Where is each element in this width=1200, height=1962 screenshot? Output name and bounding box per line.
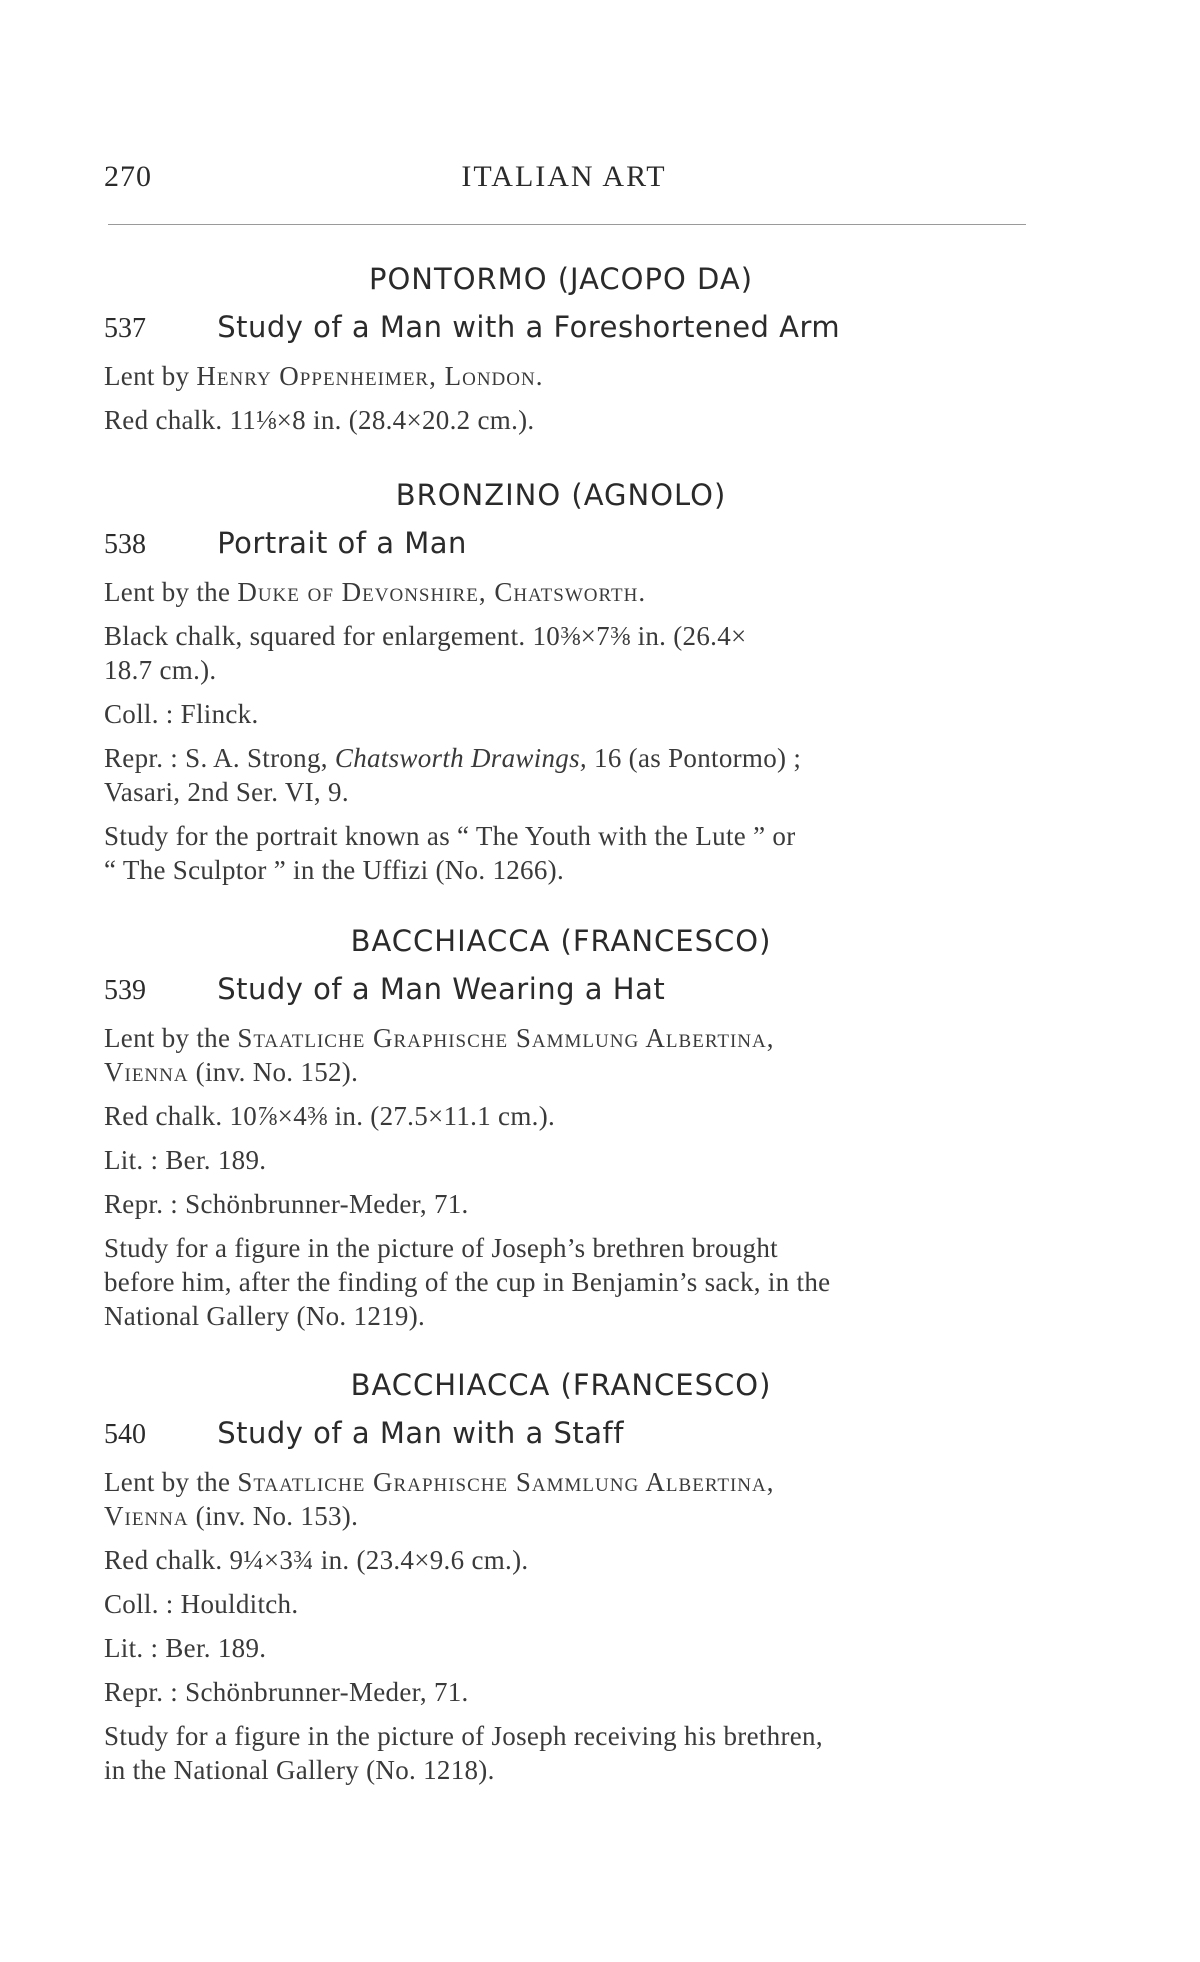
medium-line: Red chalk. 9¼×3¾ in. (23.4×9.6 cm.).: [104, 1545, 529, 1575]
literature-line: Lit. : Ber. 189.: [104, 1145, 267, 1175]
medium-line: Red chalk. 11⅛×8 in. (28.4×20.2 cm.).: [104, 405, 535, 435]
lender-name: Henry Oppenheimer, London.: [196, 361, 544, 391]
lender-line-continued: [104, 1499, 1026, 1533]
entry-title-line: [104, 310, 1026, 345]
lent-prefix: Lent by the: [104, 1467, 231, 1497]
repr-publication: Chatsworth Drawings,: [334, 743, 587, 773]
running-head: [104, 160, 1024, 200]
note-line: National Gallery (No. 1219).: [104, 1301, 426, 1331]
medium-line: Red chalk. 10⅞×4⅜ in. (27.5×11.1 cm.).: [104, 1101, 556, 1131]
catalogue-entry-540: [96, 1368, 1026, 1797]
note-line: “ The Sculptor ” in the Uffizi (No. 1266).: [104, 855, 564, 885]
work-title: Study of a Man Wearing a Hat: [217, 972, 666, 1006]
artist-heading: BACCHIACCA (FRANCESCO): [350, 924, 772, 958]
repr-suffix: 16 (as Pontormo) ;: [594, 743, 802, 773]
note-line: Study for a figure in the picture of Joseph receiving his brethren,: [104, 1721, 823, 1751]
catalogue-entry-537: [96, 262, 1026, 447]
lender-city: Vienna: [104, 1501, 189, 1531]
header-rule: [108, 224, 1026, 225]
work-title: Study of a Man with a Foreshortened Arm: [217, 310, 841, 344]
artist-heading: BRONZINO (AGNOLO): [395, 478, 727, 512]
literature-line: Lit. : Ber. 189.: [104, 1633, 267, 1663]
catalogue-number: 538: [104, 529, 146, 560]
entry-title-line: [104, 526, 1026, 561]
reproduction-line: Repr. : Schönbrunner-Meder, 71.: [104, 1189, 469, 1219]
lender-name: Duke of Devonshire, Chatsworth.: [237, 577, 647, 607]
catalogue-number: 539: [104, 975, 146, 1006]
lent-prefix: Lent by the: [104, 577, 231, 607]
catalogue-number: 540: [104, 1419, 146, 1450]
lender-line: [104, 1465, 1026, 1499]
inventory-number: (inv. No. 153).: [195, 1501, 359, 1531]
entry-title-line: [104, 972, 1026, 1007]
inventory-number: (inv. No. 152).: [195, 1057, 359, 1087]
work-title: Portrait of a Man: [217, 526, 467, 560]
note-line: Study for the portrait known as “ The Youth with the Lute ” or: [104, 821, 796, 851]
running-title: ITALIAN ART: [461, 160, 667, 193]
lender-name: Staatliche Graphische Sammlung Albertina,: [237, 1023, 775, 1053]
lender-line: [104, 1021, 1026, 1055]
lender-line: [104, 359, 1026, 393]
entry-title-line: [104, 1416, 1026, 1451]
lender-name: Staatliche Graphische Sammlung Albertina,: [237, 1467, 775, 1497]
reproduction-line-continued: Vasari, 2nd Ser. VI, 9.: [104, 777, 349, 807]
lender-line: [104, 575, 1026, 609]
note-line: before him, after the finding of the cup in Benjamin’s sack, in the: [104, 1267, 831, 1297]
reproduction-line: [104, 741, 1026, 775]
catalogue-entry-538: [96, 478, 1026, 897]
note-line: in the National Gallery (No. 1218).: [104, 1755, 495, 1785]
note-line: Study for a figure in the picture of Joseph’s brethren brought: [104, 1233, 778, 1263]
work-title: Study of a Man with a Staff: [217, 1416, 624, 1450]
collection-line: Coll. : Flinck.: [104, 699, 259, 729]
lent-prefix: Lent by: [104, 361, 190, 391]
reproduction-line: Repr. : Schönbrunner-Meder, 71.: [104, 1677, 469, 1707]
lender-city: Vienna: [104, 1057, 189, 1087]
catalogue-entry-539: [96, 924, 1026, 1343]
collection-line: Coll. : Houlditch.: [104, 1589, 299, 1619]
lender-line-continued: [104, 1055, 1026, 1089]
page-number: 270: [104, 160, 152, 193]
lent-prefix: Lent by the: [104, 1023, 231, 1053]
repr-prefix: Repr. : S. A. Strong,: [104, 743, 328, 773]
medium-line-continued: 18.7 cm.).: [104, 655, 217, 685]
artist-heading: BACCHIACCA (FRANCESCO): [350, 1368, 772, 1402]
catalogue-number: 537: [104, 313, 146, 344]
artist-heading: PONTORMO (JACOPO DA): [368, 262, 754, 296]
medium-line: Black chalk, squared for enlargement. 10⅜×7⅜ in. (26.4×: [104, 621, 747, 651]
